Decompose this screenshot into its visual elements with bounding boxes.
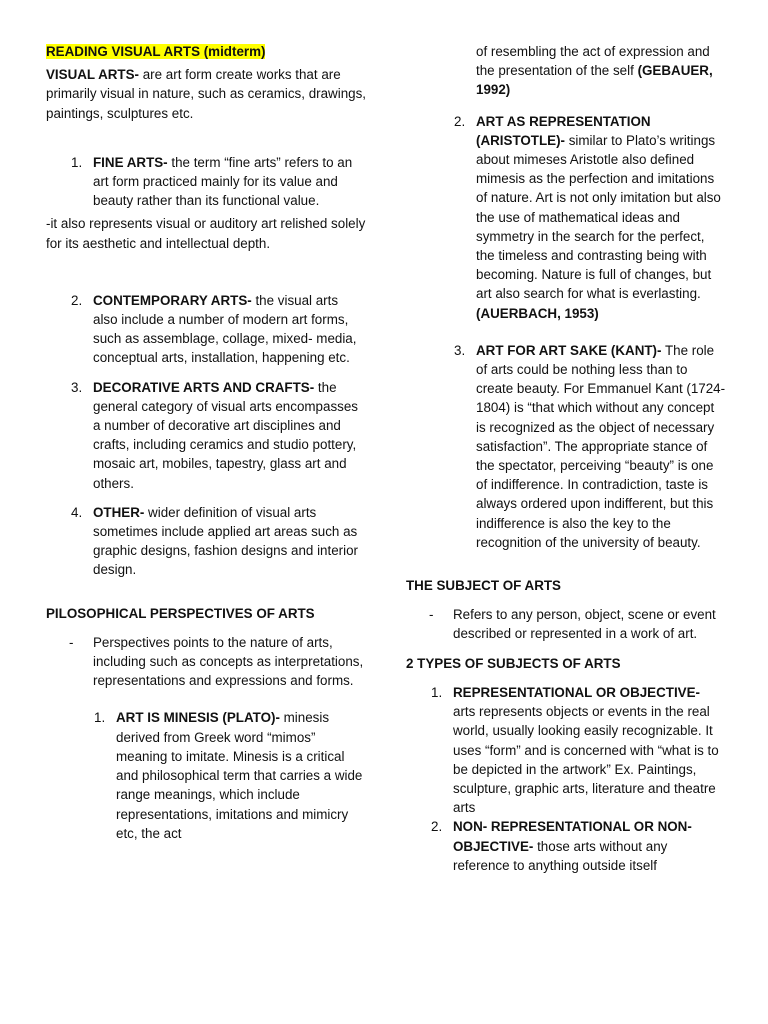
list-item-decorative-arts	[71, 378, 366, 493]
section-title-subject: THE SUBJECT OF ARTS	[406, 578, 561, 594]
list-item-contemporary-arts	[71, 291, 366, 368]
item-term: ART FOR ART SAKE (KANT)-	[476, 342, 662, 358]
item-term: DECORATIVE ARTS AND CRAFTS-	[93, 379, 315, 395]
list-number: 1.	[94, 710, 106, 726]
item-text: arts represents objects or events in the real world, usually looking easily recognizable. It uses “form” and is concerned with “what is to be depicted in the artwork” Ex. Paintings, sculpture, graphic arts, literature and theatre arts	[453, 704, 719, 816]
item-term: NON- REPRESENTATIONAL OR NON-OBJECTIVE-	[453, 819, 692, 854]
left-column	[46, 42, 366, 843]
dash-text: Perspectives points to the nature of arts, including such as concepts as interpretations, representations and expressions and forms.	[93, 634, 364, 689]
item-text: the general category of visual arts encompasses a number of decorative art disciplines and crafts, including ceramics and studio pottery, mosaic art, mobiles, tapestry, glass art and others.	[93, 379, 358, 491]
list-number: 1.	[431, 684, 443, 700]
intro-term: VISUAL ARTS-	[46, 67, 139, 83]
type-item-representational	[431, 683, 726, 817]
list-item-fine-arts	[71, 153, 366, 211]
continuation-text: of resembling the act of expression and the presentation of the self	[476, 44, 710, 79]
perspective-item-kant	[454, 341, 726, 552]
list-number: 2.	[71, 292, 83, 308]
item-text: the term “fine arts” refers to an art form practiced mainly for its value and beauty rather than its functional value.	[93, 154, 353, 209]
intro-text: are art form create works that are primarily visual in nature, such as ceramics, drawings, paintings, sculptures etc.	[46, 67, 367, 121]
item-term: ART IS MINESIS (PLATO)-	[116, 710, 280, 726]
list-number: 3.	[454, 342, 466, 358]
item-term: FINE ARTS-	[93, 154, 168, 170]
item-term: ART AS REPRESENTATION (ARISTOTLE)-	[476, 113, 651, 148]
right-column	[406, 42, 726, 875]
highlighted-title: READING VISUAL ARTS (midterm)	[46, 44, 266, 59]
item-text: The role of arts could be nothing less than to create beauty. For Emmanuel Kant (1724- 1804) is “that which without any concept is recognized as the object of necessary satisfaction”. The appropriate stance of the spectator, perceiving “beauty” is one of indifference. In contradiction, taste is always ordered upon indifferent, but this indifference is also the key to the recognition of the university of beauty.	[476, 342, 726, 550]
list-number: 4.	[71, 504, 83, 520]
dash-bullet: -	[429, 607, 434, 623]
item-term: OTHER-	[93, 504, 145, 520]
document-title	[46, 42, 366, 61]
type-item-non-representational	[431, 817, 726, 875]
item-term: CONTEMPORARY ARTS-	[93, 292, 252, 308]
item-text: those arts without any reference to anything outside itself	[453, 838, 668, 873]
citation: (AUERBACH, 1953)	[476, 305, 599, 321]
list-number: 2.	[431, 819, 443, 835]
item-text: wider definition of visual arts sometimes include applied art areas such as graphic designs, fashion designs and interior design.	[93, 504, 359, 578]
section-title-philosophical: PILOSOPHICAL PERSPECTIVES OF ARTS	[46, 605, 315, 621]
list-number: 3.	[71, 379, 83, 395]
list-item-other	[71, 503, 366, 580]
section-title-types: 2 TYPES OF SUBJECTS OF ARTS	[406, 655, 621, 671]
list-number: 2.	[454, 113, 466, 129]
list-number: 1.	[71, 154, 83, 170]
item-text: the visual arts also include a number of modern art forms, such as assemblage, collage, mixed- media, conceptual arts, installation, happening etc.	[93, 292, 357, 366]
plato-continuation	[476, 42, 726, 100]
item-term: REPRESENTATIONAL OR OBJECTIVE-	[453, 684, 701, 700]
fine-arts-note: -it also represents visual or auditory art relished solely for its aesthetic and intellectual depth.	[46, 216, 366, 251]
dash-item-perspectives	[69, 633, 366, 691]
dash-item-subject	[429, 605, 726, 643]
dash-text: Refers to any person, object, scene or event described or represented in a work of art.	[453, 607, 716, 642]
item-text: minesis derived from Greek word “mimos” meaning to imitate. Minesis is a critical and philosophical term that carries a wide range meanings, which include representations, imitations and mimicry etc, the act	[116, 710, 363, 841]
item-text: similar to Plato’s writings about mimeses Aristotle also defined mimesis as the perfection and imitations of nature. Art is not only imitation but also the use of mathematical ideas and symmetry in the search for the perfect, the timeless and contrasting being with becoming. Nature is full of changes, but art also search for what is everlasting.	[476, 132, 721, 302]
perspective-item-plato	[94, 708, 366, 842]
perspective-item-aristotle	[454, 112, 726, 323]
dash-bullet: -	[69, 634, 74, 650]
intro-paragraph	[46, 65, 366, 123]
citation: (GEBAUER, 1992)	[476, 63, 713, 98]
